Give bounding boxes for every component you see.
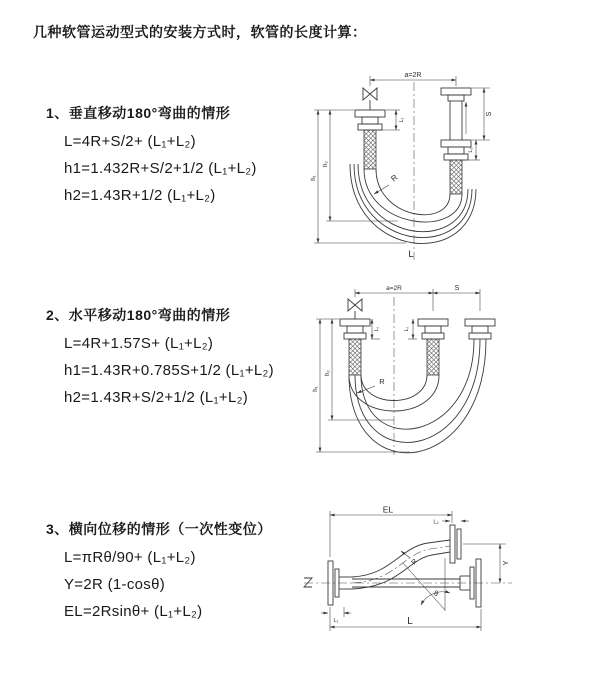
formula-h1: h1=1.432R+S/2+1/2 (L₁+L₂)	[64, 160, 257, 177]
diagram-lateral-displacement	[300, 503, 597, 651]
left-pipe-flange	[355, 110, 385, 169]
braided-hose-section	[349, 339, 361, 375]
section-1-heading: 1、垂直移动180°弯曲的情形	[46, 105, 231, 121]
dimension-el	[330, 505, 452, 558]
dimension-s	[472, 88, 493, 140]
formula-length: L=4R+1.57S+ (L₁+L₂)	[64, 335, 214, 352]
right-pipe-flange	[465, 319, 495, 339]
section-3	[46, 519, 316, 630]
dim-label-y: Y	[501, 560, 510, 566]
length-label: L	[408, 249, 414, 260]
dim-label-s: S	[454, 285, 460, 292]
dimension-h2	[323, 110, 398, 221]
theta-label: θ	[434, 591, 438, 598]
valve-icon	[363, 88, 377, 110]
dim-label-l1: L₁	[399, 117, 405, 123]
dim-label-h2: h₂	[325, 370, 331, 376]
right-pipe-flange	[441, 88, 471, 194]
dimension-s	[433, 285, 480, 311]
section-3-heading: 3、横向位移的情形（一次性变位）	[46, 521, 272, 537]
displaced-hose	[352, 540, 450, 589]
hose-u-curves	[349, 339, 486, 453]
dim-label-l1: L₁	[374, 326, 380, 332]
diagram-horizontal-bend	[310, 281, 595, 459]
radius-label: R	[410, 557, 420, 567]
dimension-l1	[371, 319, 380, 339]
formula-y: Y=2R (1-cosθ)	[64, 576, 166, 593]
radius-label: R	[389, 172, 400, 184]
dimension-l	[330, 607, 481, 631]
dim-label-h2: h₂	[323, 161, 329, 167]
dimension-top-width	[370, 72, 456, 86]
section-2-heading: 2、水平移动180°弯曲的情形	[46, 307, 231, 323]
middle-pipe-flange	[418, 319, 448, 375]
dim-label-l2: L₂	[468, 147, 474, 153]
section-2	[46, 305, 316, 416]
formula-length: L=4R+S/2+ (L₁+L₂)	[64, 133, 196, 150]
page-title: 几种软管运动型式的安装方式时，软管的长度计算：	[33, 24, 367, 40]
dim-label-l2: L₂	[404, 326, 410, 332]
top-right-flange	[450, 525, 461, 563]
section-1	[46, 103, 316, 214]
dim-label-h1: h₁	[313, 386, 319, 392]
left-pipe-flange	[340, 319, 370, 375]
dimension-l2	[404, 319, 417, 339]
dim-label-a2r: a=2R	[404, 72, 422, 79]
formula-el: EL=2Rsinθ+ (L₁+L₂)	[64, 603, 203, 620]
formula-h1: h1=1.43R+0.785S+1/2 (L₁+L₂)	[64, 362, 274, 379]
dim-label-h1: h₁	[311, 175, 317, 181]
axis-break-mark	[304, 578, 312, 587]
braided-hose-section	[450, 160, 462, 194]
dimension-l1	[321, 607, 351, 624]
dim-label-s: S	[486, 111, 493, 117]
dim-label-el: EL	[382, 504, 394, 515]
formula-h2: h2=1.43R+1/2 (L₁+L₂)	[64, 187, 216, 204]
valve-icon	[348, 299, 362, 319]
dim-label-l: L	[407, 616, 413, 627]
formula-length: L=πRθ/90+ (L₁+L₂)	[64, 549, 196, 566]
radius-label: R	[379, 377, 385, 386]
dimension-l2	[468, 140, 480, 160]
dim-label-a2r: a=2R	[386, 285, 402, 292]
diagram-vertical-bend	[310, 64, 595, 264]
dim-label-l2: L₂	[433, 519, 439, 526]
braided-hose-section	[427, 339, 439, 375]
dim-label-l1: L₁	[333, 618, 339, 624]
formula-h2: h2=1.43R+S/2+1/2 (L₁+L₂)	[64, 389, 249, 406]
braided-hose-section	[364, 130, 376, 169]
